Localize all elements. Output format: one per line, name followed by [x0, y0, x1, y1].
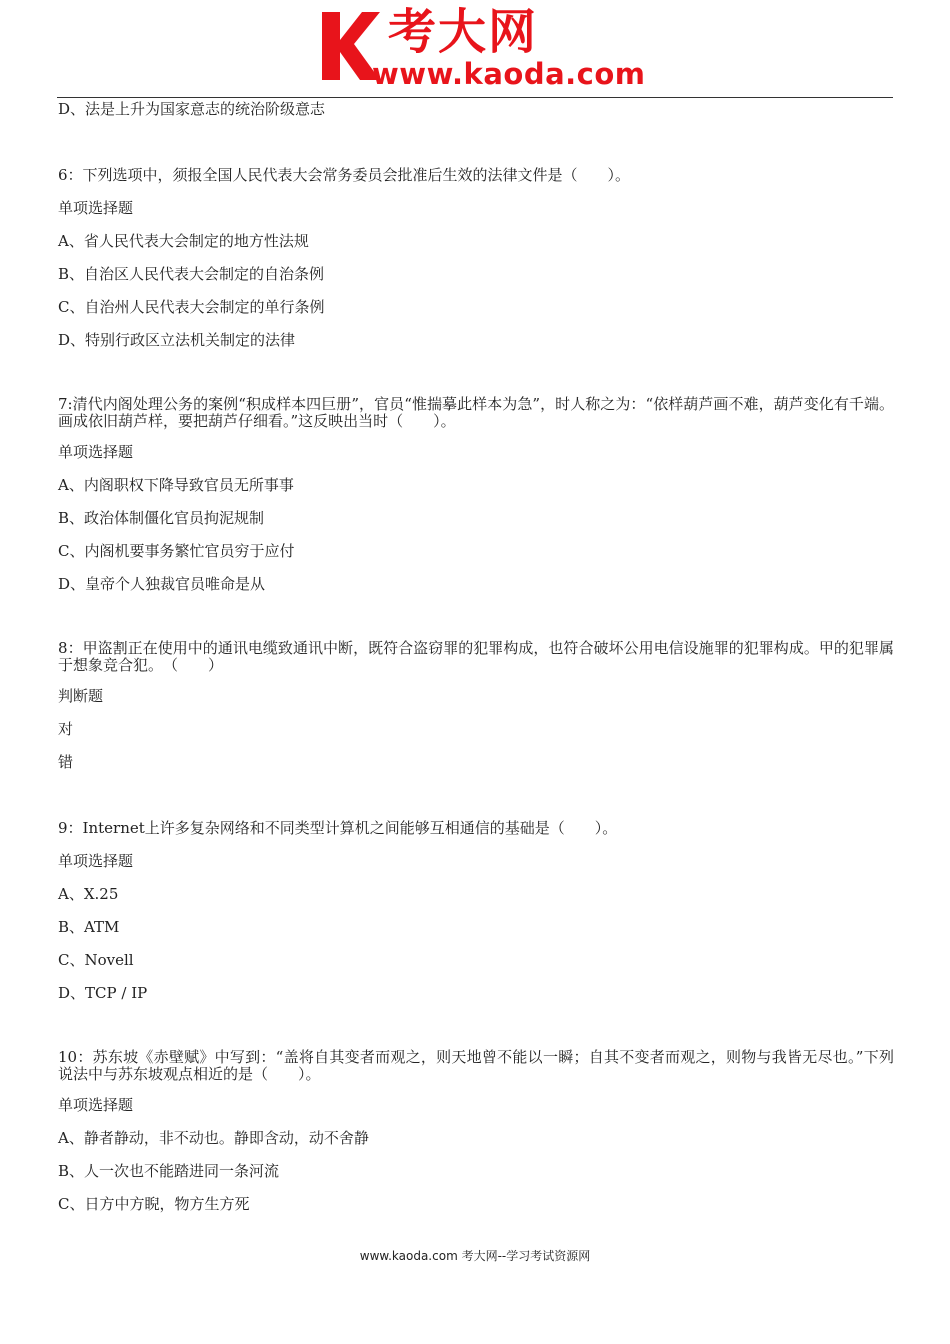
option-c: C、Novell — [58, 951, 134, 969]
question-type: 单项选择题 — [58, 443, 134, 461]
option-c: C、自治州人民代表大会制定的单行条例 — [58, 298, 325, 316]
option-true: 对 — [58, 720, 74, 738]
option-false: 错 — [58, 753, 74, 771]
question-block — [58, 818, 894, 1004]
question-block — [58, 1049, 894, 1215]
question-block — [58, 396, 894, 595]
question-text: 7:清代内阁处理公务的案例“积成样本四巨册”，官员“惟揣摹此样本为急”，时人称之为：“依样葫芦画不难，葫芦变化有千端。画成依旧葫芦样，要把葫芦仔细看。”这反映出当时（ ）。 — [58, 395, 894, 430]
option-b: B、人一次也不能踏进同一条河流 — [58, 1162, 280, 1180]
option-a: A、静者静动，非不动也。静即含动，动不舍静 — [58, 1129, 369, 1147]
question-text: 6：下列选项中，须报全国人民代表大会常务委员会批准后生效的法律文件是（ ）。 — [58, 166, 631, 184]
option-c: C、内阁机要事务繁忙官员穷于应付 — [58, 542, 295, 560]
option-a: A、内阁职权下降导致官员无所事事 — [58, 476, 294, 494]
question-block — [58, 165, 894, 351]
option-b: B、ATM — [58, 918, 120, 936]
option-d: D、TCP / IP — [58, 984, 148, 1002]
question-block — [58, 640, 894, 773]
document-body — [58, 99, 894, 1215]
option-d: D、特别行政区立法机关制定的法律 — [58, 331, 296, 349]
option-a: A、省人民代表大会制定的地方性法规 — [58, 232, 309, 250]
question-text: 10：苏东坡《赤壁赋》中写到：“盖将自其变者而观之，则天地曾不能以一瞬；自其不变者而观之，则物与我皆无尽也。”下列说法中与苏东坡观点相近的是（ ）。 — [58, 1048, 894, 1083]
page-header — [0, 0, 950, 100]
option-b: B、自治区人民代表大会制定的自治条例 — [58, 265, 325, 283]
continued-option: D、法是上升为国家意志的统治阶级意志 — [58, 100, 326, 118]
question-type: 判断题 — [58, 687, 104, 705]
option-d: D、皇帝个人独裁官员唯命是从 — [58, 575, 266, 593]
header-divider — [57, 97, 893, 98]
question-text: 9：Internet上许多复杂网络和不同类型计算机之间能够互相通信的基础是（ ）。 — [58, 819, 618, 837]
question-type: 单项选择题 — [58, 1096, 134, 1114]
option-b: B、政治体制僵化官员拘泥规制 — [58, 509, 265, 527]
page-footer: www.kaoda.com 考大网--学习考试资源网 — [359, 1249, 591, 1263]
option-c: C、日方中方睨，物方生方死 — [58, 1195, 250, 1213]
option-a: A、X.25 — [58, 885, 119, 903]
question-text: 8：甲盗割正在使用中的通讯电缆致通讯中断，既符合盗窃罪的犯罪构成，也符合破坏公用电信设施罪的犯罪构成。甲的犯罪属于想象竞合犯。 （ ） — [58, 639, 894, 674]
question-type: 单项选择题 — [58, 852, 134, 870]
question-type: 单项选择题 — [58, 199, 134, 217]
logo-url: www.kaoda.com — [372, 57, 646, 91]
logo-title: 考大网 — [388, 4, 539, 60]
